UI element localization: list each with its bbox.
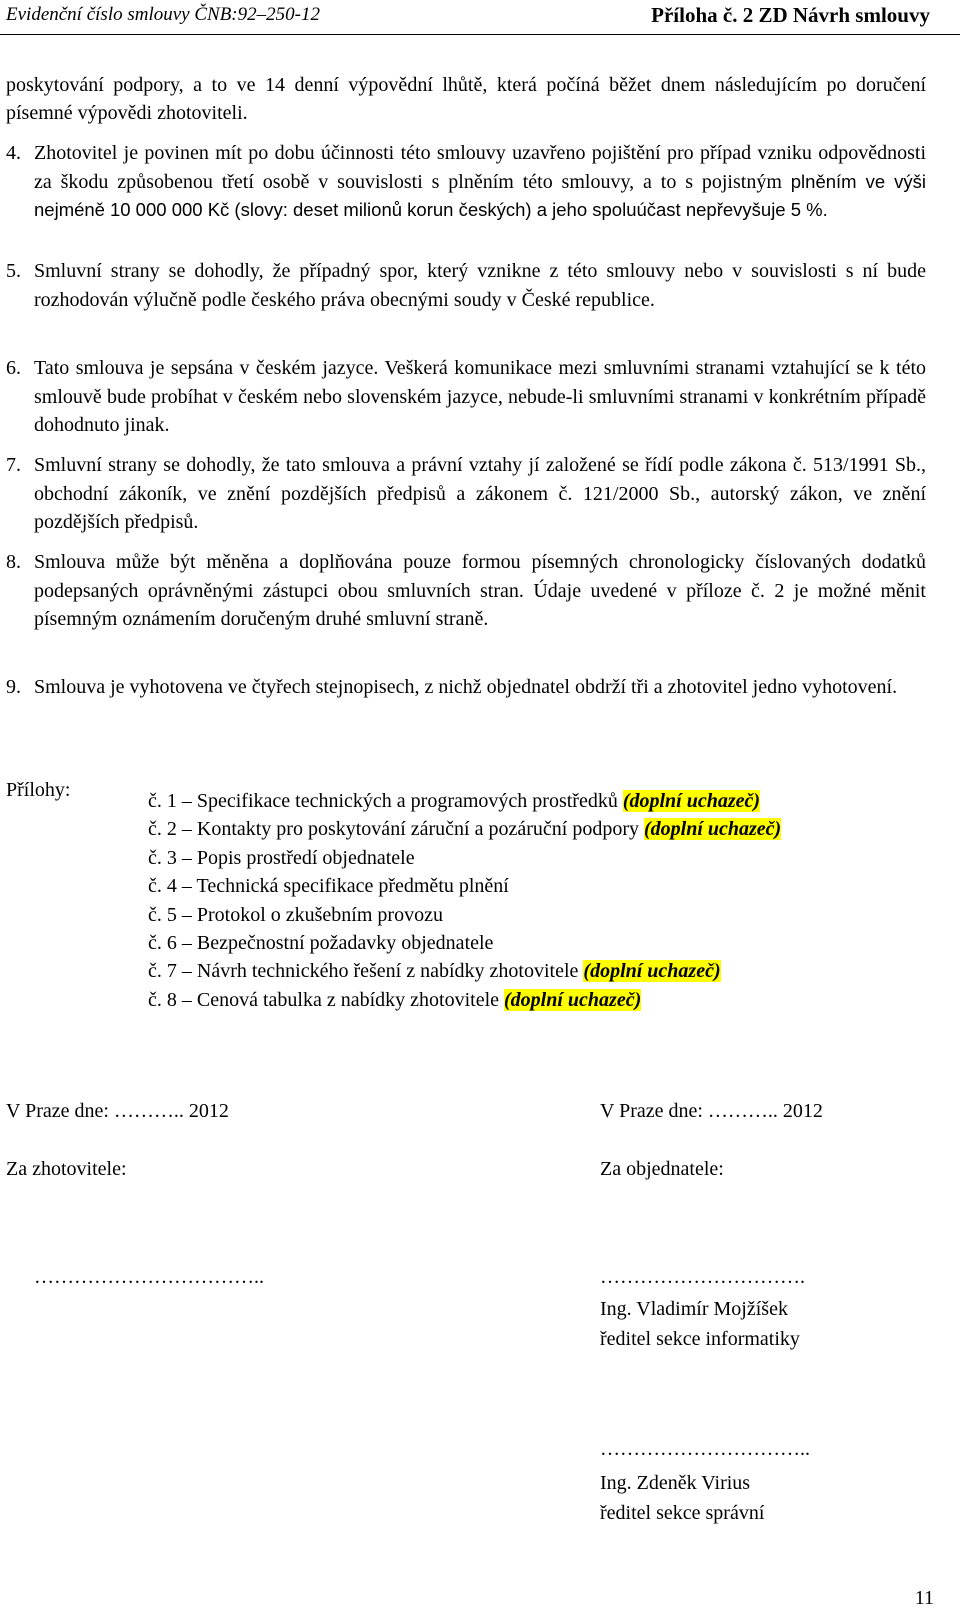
contractor-label: Za zhotovitele:	[6, 1158, 127, 1180]
attachment-item-1	[148, 787, 781, 815]
attachment-highlight: (doplní uchazeč)	[622, 790, 761, 812]
client-signature-line-1: ………………………….	[600, 1266, 805, 1288]
client-place-date: V Praze dne: ……….. 2012	[600, 1100, 823, 1122]
intro-paragraph: poskytování podpory, a to ve 14 denní výpovědní lhůtě, která počíná běžet dnem následujícím po doručení písemné výpovědi zhotoviteli.	[6, 74, 926, 125]
client-signature-line-2: …………………………..	[600, 1438, 810, 1460]
clause-number: 8.	[6, 551, 21, 573]
header-contract-number: Evidenční číslo smlouvy ČNB:92–250-12	[6, 4, 320, 25]
clause-4-text-part2: plněním ve výši nejméně	[34, 170, 926, 220]
attachment-item-5	[148, 901, 781, 929]
attachment-item-2	[148, 815, 781, 843]
client-signatory-role-2: ředitel sekce správní	[600, 1502, 765, 1524]
clause-number: 5.	[6, 260, 21, 282]
contractor-place-date: V Praze dne: ……….. 2012	[6, 1100, 229, 1122]
clause-7	[6, 451, 926, 537]
clause-text: Smluvní strany se dohodly, že případný spor, který vznikne z této smlouvy nebo v souvislosti s ní bude rozhodován výlučně podle českého práva obecnými soudy v České republice.	[34, 260, 926, 311]
contractor-signature-line: ……………………………..	[34, 1266, 264, 1288]
clause-4-text-part1: Zhotovitel je povinen mít po dobu účinnosti této smlouvy uzavřeno pojištění pro případ vzniku odpovědnosti za škodu způsobenou třetí osobě v souvislosti s plněním této smlouvy, a to s pojistným	[34, 142, 926, 193]
clause-number: 4.	[6, 142, 21, 164]
attachment-text: č. 6 – Bezpečnostní požadavky objednatele	[148, 932, 494, 955]
clause-number: 9.	[6, 676, 21, 698]
attachments-list	[148, 787, 781, 1014]
attachment-text: č. 3 – Popis prostředí objednatele	[148, 846, 415, 869]
attachment-highlight: (doplní uchazeč)	[583, 960, 721, 983]
attachment-text: č. 1 – Specifikace technických a programových prostředků	[148, 790, 623, 812]
attachment-highlight: (doplní uchazeč)	[643, 818, 782, 841]
clause-4	[6, 139, 926, 225]
clause-8	[6, 548, 926, 634]
clause-number: 7.	[6, 454, 21, 476]
clause-9	[6, 673, 926, 702]
attachment-text: č. 2 – Kontakty pro poskytování záruční a pozáruční podpory	[148, 818, 644, 841]
client-signatory-name-2: Ing. Zdeněk Virius	[600, 1472, 751, 1494]
attachment-text: č. 7 – Návrh technického řešení z nabídky zhotovitele	[148, 960, 584, 983]
header-divider	[0, 34, 960, 35]
attachment-item-7	[148, 957, 781, 985]
clause-5	[6, 257, 926, 314]
clause-number: 6.	[6, 357, 21, 379]
attachment-item-6	[148, 929, 781, 957]
attachment-text: č. 8 – Cenová tabulka z nabídky zhotovitele	[148, 988, 505, 1011]
attachment-item-8	[148, 986, 781, 1014]
clause-text	[6, 139, 926, 225]
page-number: 11	[914, 1587, 934, 1609]
clause-text: Smluvní strany se dohodly, že tato smlouva a právní vztahy jí založené se řídí podle zákona č. 513/1991 Sb., obchodní zákoník, ve znění pozdějších předpisů a zákonem č. 121/2000 Sb., autorský zákon, ve znění pozdějších předpisů.	[34, 454, 926, 533]
client-signatory-role-1: ředitel sekce informatiky	[600, 1328, 800, 1350]
attachment-item-4	[148, 872, 781, 900]
clause-4-text-part3: 10 000 000 Kč (slovy: deset milionů korun českých) a jeho spoluúčast nepřevyšuje 5 %.	[109, 199, 828, 220]
clause-text: Tato smlouva je sepsána v českém jazyce. Veškerá komunikace mezi smluvními stranami vztahující se k této smlouvě bude probíhat v českém nebo slovenském jazyce, nebude-li smluvními stranami v konkrétním případě dohodnuto jinak.	[34, 357, 926, 436]
attachment-highlight: (doplní uchazeč)	[504, 988, 642, 1011]
attachments-label: Přílohy:	[6, 779, 71, 801]
header-attachment-title: Příloha č. 2 ZD Návrh smlouvy	[651, 3, 930, 27]
attachment-text: č. 4 – Technická specifikace předmětu plnění	[148, 875, 509, 898]
clause-text: Smlouva může být měněna a doplňována pouze formou písemných chronologicky číslovaných dodatků podepsaných oprávněnými zástupci obou smluvních stran. Údaje uvedené v příloze č. 2 je možné měnit písemným oznámením doručeným druhé smluvní straně.	[34, 551, 926, 630]
attachment-item-3	[148, 844, 781, 872]
clause-text: Smlouva je vyhotovena ve čtyřech stejnopisech, z nichž objednatel obdrží tři a zhotovitel jedno vyhotovení.	[34, 676, 898, 698]
client-label: Za objednatele:	[600, 1158, 724, 1180]
clause-6	[6, 354, 926, 440]
attachment-text: č. 5 – Protokol o zkušebním provozu	[148, 903, 443, 926]
client-signatory-name-1: Ing. Vladimír Mojžíšek	[600, 1298, 788, 1320]
